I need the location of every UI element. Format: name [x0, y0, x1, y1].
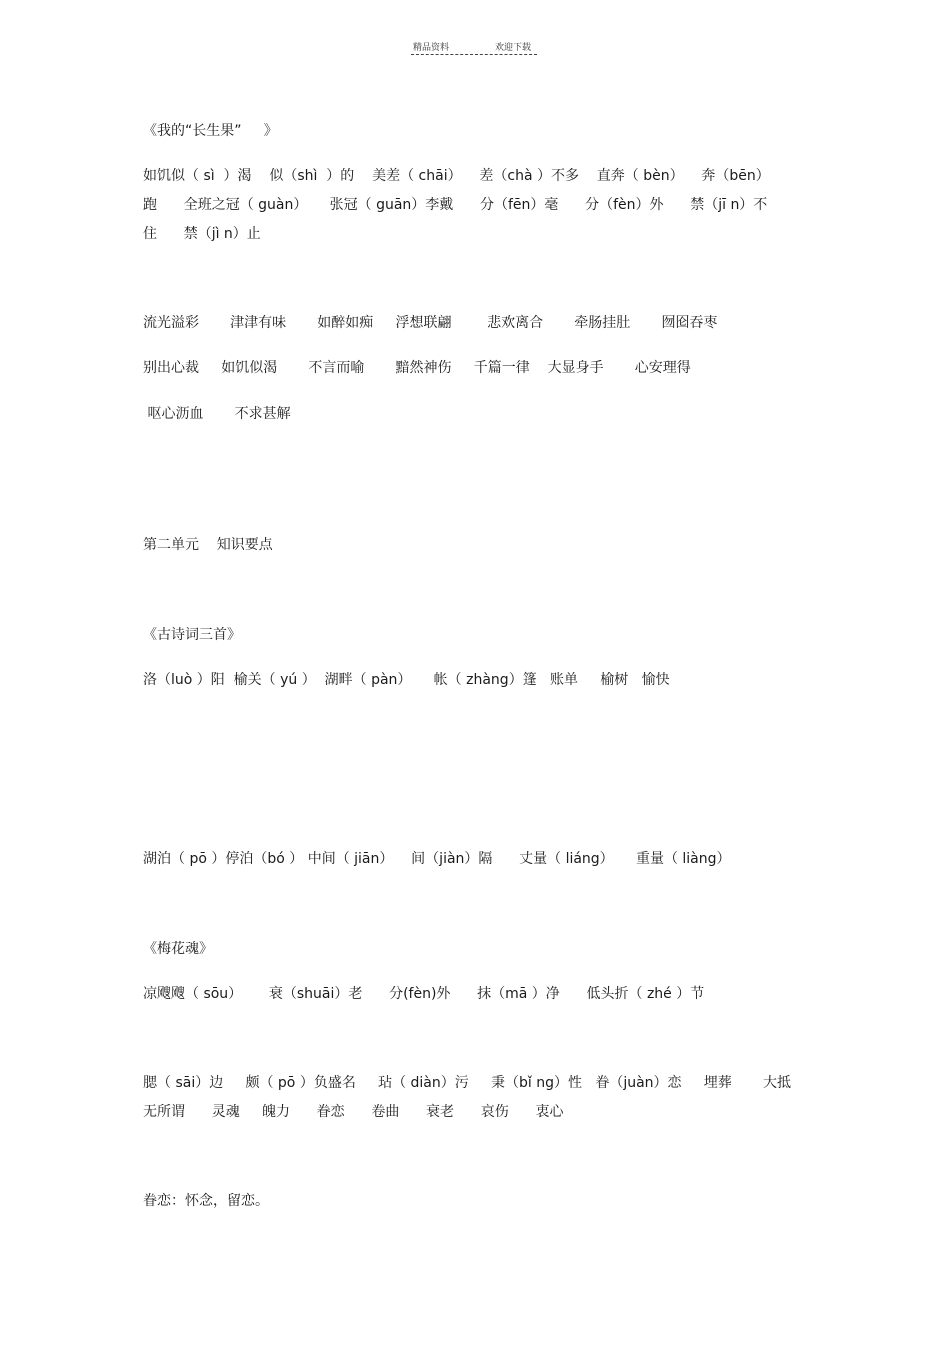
idiom-line-3: 呕心沥血 不求甚解: [143, 406, 291, 422]
vocab-line-3: 住 禁（jì n）止: [143, 226, 261, 242]
section-title-gushici: 《古诗词三首》: [143, 627, 241, 643]
vocab-line-1: 如饥似（ sì ）渴 似（shì ）的 美差（ chāi） 差（chà ）不多 直奔（ bèn） 奔（bēn）: [143, 168, 770, 184]
section-title-meihuahun: 《梅花魂》: [143, 941, 213, 957]
header-right-text: 欢迎下载: [495, 43, 532, 53]
vocab-line-meihuahun-2: 腮（ sāi）边 颇（ pō ）负盛名 玷（ diàn）污 秉（bǐ ng）性 眷（juàn）恋 埋葬 大抵: [143, 1075, 791, 1091]
vocab-line-meihuahun-3: 无所谓 灵魂 魄力 眷恋 卷曲 衰老 哀伤 衷心: [143, 1104, 564, 1120]
idiom-line-1: 流光溢彩 津津有味 如醉如痴 浮想联翩 悲欢离合 牵肠挂肚 囫囵吞枣: [143, 315, 718, 331]
vocab-line-2: 跑 全班之冠（ guàn） 张冠（ guān）李戴 分（fēn）毫 分（fèn）外 禁（jī n）不: [143, 197, 768, 213]
header-left-text: 精品资料: [413, 43, 450, 53]
vocab-line-hubo: 湖泊（ pō ）停泊（bó ） 中间（ jiān） 间（jiàn）隔 丈量（ liáng） 重量（ liàng）: [143, 851, 731, 867]
header-dashed-rule: [411, 54, 537, 55]
unit-heading: 第二单元 知识要点: [143, 537, 273, 553]
section-title-changshengguo: 《我的“长生果” 》: [143, 123, 278, 139]
vocab-line-gushici: 洛（luò ）阳 榆关（ yú ） 湖畔（ pàn） 帐（ zhàng）篷 账单 榆树 愉快: [143, 672, 670, 688]
idiom-line-2: 别出心裁 如饥似渴 不言而喻 黯然神伤 千篇一律 大显身手 心安理得: [143, 360, 691, 376]
vocab-line-meihuahun-1: 凉飕飕（ sōu） 衰（shuāi）老 分(fèn)外 抹（mā ）净 低头折（ zhé ）节: [143, 986, 705, 1002]
definition-line: 眷恋：怀念，留恋。: [143, 1193, 269, 1209]
